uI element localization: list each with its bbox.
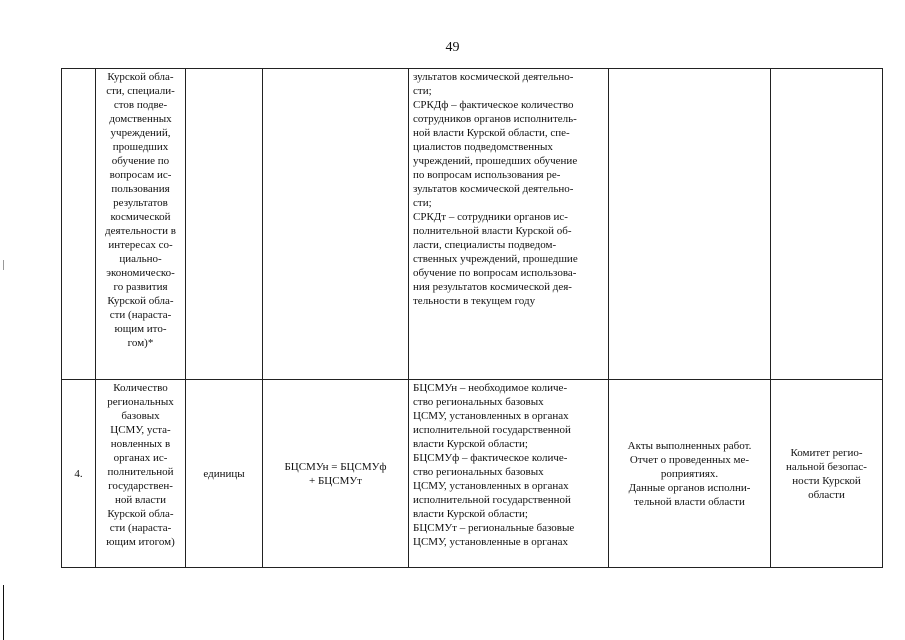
text-line: го развития [113, 281, 168, 293]
formula-cell [263, 380, 409, 568]
responsible-body [771, 380, 883, 568]
text-line: ЦСМУ, установленных в органах [413, 480, 569, 492]
text-line: полнительной власти Курской об- [413, 225, 572, 237]
text-line: базовых [121, 410, 160, 422]
text-line: обучение по вопросам использова- [413, 267, 577, 279]
text-line: сти; [413, 197, 432, 209]
text-line: тельности в текущем году [413, 295, 536, 307]
text-line: полнительной [107, 466, 174, 478]
text-line: ной власти [114, 494, 167, 506]
text-line: ЦСМУ, уста- [110, 424, 171, 436]
text-line: роприятиях. [660, 467, 719, 480]
text-line: Количество [113, 382, 168, 394]
responsible-body [771, 69, 883, 380]
indicator-table [61, 68, 883, 568]
text-line: нальной безопас- [786, 460, 867, 473]
data-source [609, 69, 771, 380]
text-line: деятельности в [105, 225, 176, 237]
text-line: власти Курской области; [413, 438, 528, 450]
text-line: СРКДф – фактическое количество [413, 99, 574, 111]
text-line: ЦСМУ, установленных в органах [413, 410, 569, 422]
text-line: органах ис- [113, 452, 168, 464]
text-line: новленных в [110, 438, 171, 450]
text-line: + БЦСМУт [309, 474, 362, 487]
indicator-name [96, 380, 186, 568]
text-line: ной власти Курской области, спе- [413, 127, 570, 139]
text-line: БЦСМУф – фактическое количе- [413, 452, 568, 464]
text-line: Курской обла- [107, 295, 174, 307]
text-line: ЦСМУ, установленные в органах [413, 536, 568, 548]
text-line: обучение по [111, 155, 170, 167]
text-line: ство региональных базовых [413, 396, 544, 408]
text-line: гом)* [127, 337, 154, 349]
text-line: государствен- [108, 480, 173, 492]
formula-description [409, 380, 609, 568]
data-source [609, 380, 771, 568]
text-line: исполнительной государственной [413, 424, 571, 436]
unit-cell [186, 69, 263, 380]
text-line: ющим итогом) [106, 536, 175, 548]
page-number: 49 [445, 40, 460, 55]
text-line: БЦСМУт – региональные базовые [413, 522, 575, 534]
text-line: интересах со- [108, 239, 173, 251]
margin-line [3, 585, 4, 640]
unit-cell: единицы [186, 380, 263, 568]
text-line: стов подве- [113, 99, 168, 111]
text-line: по вопросам использования ре- [413, 169, 561, 181]
text-line: вопросам ис- [109, 169, 172, 181]
text-line: ности Курской [792, 474, 861, 487]
text-line: пользования [111, 183, 170, 195]
row-number: 4. [62, 380, 96, 568]
text-line: ющим ито- [114, 323, 167, 335]
text-line: сотрудников органов исполнитель- [413, 113, 577, 125]
text-line: учреждений, [110, 127, 171, 139]
text-line: космической [110, 211, 171, 223]
text-line: Комитет регио- [790, 446, 863, 459]
text-line: Курской обла- [107, 508, 174, 520]
row-number [62, 69, 96, 380]
text-line: СРКДт – сотрудники органов ис- [413, 211, 568, 223]
text-line: Данные органов исполни- [628, 481, 751, 494]
text-line: ство региональных базовых [413, 466, 544, 478]
text-line: результатов [113, 197, 168, 209]
formula-description [409, 69, 609, 380]
text-line: БЦСМУн – необходимое количе- [413, 382, 568, 394]
text-line: Акты выполненных работ. [627, 439, 752, 452]
text-line: сти; [413, 85, 432, 97]
table-row [62, 380, 883, 568]
text-line: учреждений, прошедших обучение [413, 155, 578, 167]
formula-cell [263, 69, 409, 380]
text-line: тельной власти области [634, 495, 745, 508]
text-line: сти (нараста- [109, 522, 172, 534]
text-line: исполнительной государственной [413, 494, 571, 506]
text-line: Отчет о проведенных ме- [629, 453, 750, 466]
text-line: зультатов космической деятельно- [413, 183, 574, 195]
text-line: сти, специали- [106, 85, 175, 97]
text-line: ственных учреждений, прошедшие [413, 253, 578, 265]
text-line: региональных [107, 396, 174, 408]
text-line: домственных [109, 113, 172, 125]
text-line: сти (нараста- [109, 309, 172, 321]
text-line: области [808, 488, 845, 501]
text-line: ния результатов космической дея- [413, 281, 572, 293]
table-row [62, 69, 883, 380]
text-line: БЦСМУн = БЦСМУф [284, 460, 387, 473]
text-line: Курской обла- [107, 71, 174, 83]
text-line: прошедших [112, 141, 169, 153]
text-line: ласти, специалисты подведом- [413, 239, 557, 251]
indicator-name [96, 69, 186, 380]
margin-mark [3, 260, 4, 270]
text-line: власти Курской области; [413, 508, 528, 520]
text-line: циально- [119, 253, 162, 265]
text-line: экономическо- [106, 267, 175, 279]
text-line: зультатов космической деятельно- [413, 71, 574, 83]
text-line: циалистов подведомственных [413, 141, 553, 153]
